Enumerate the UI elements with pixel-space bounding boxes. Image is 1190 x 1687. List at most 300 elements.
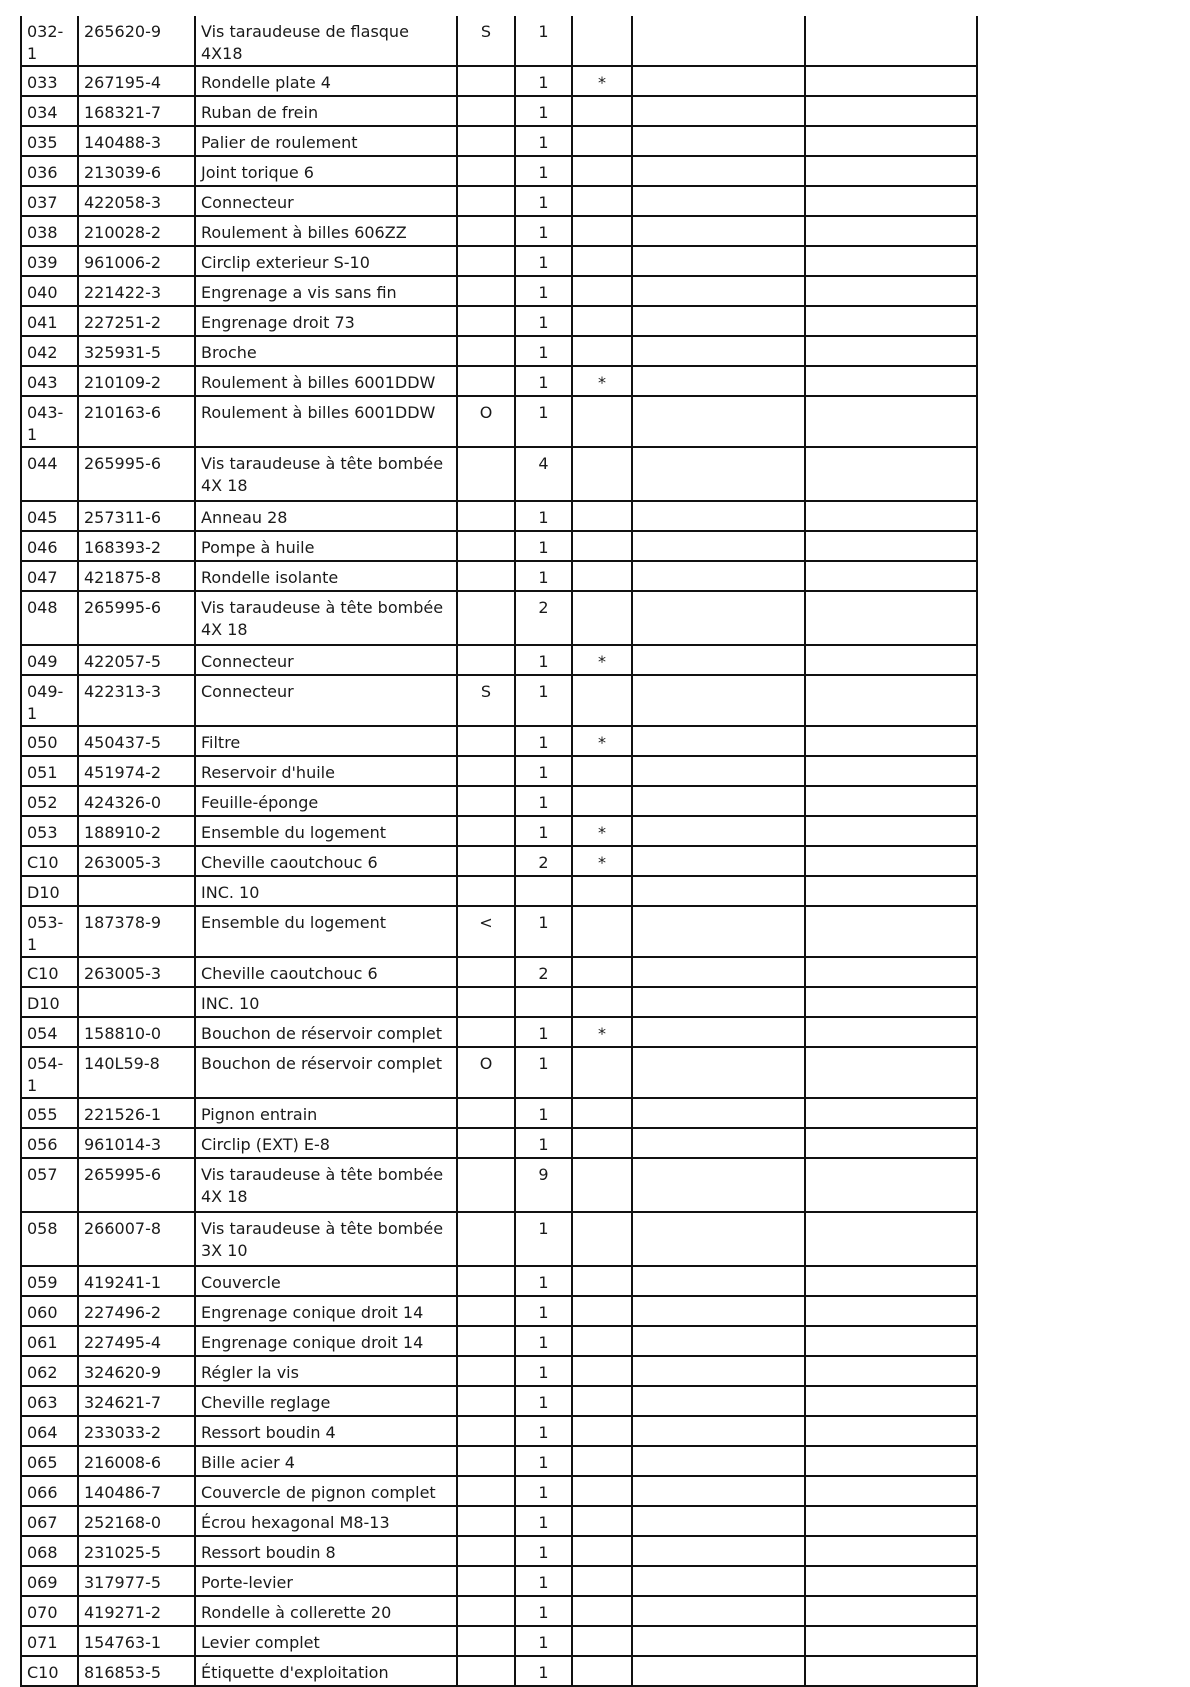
note-mark-cell: * <box>572 1017 632 1047</box>
description-cell: Anneau 28 <box>195 501 457 531</box>
code-cell <box>457 1566 515 1596</box>
part-number-cell: 187378-9 <box>78 906 195 957</box>
note-mark-cell <box>572 1098 632 1128</box>
table-row <box>21 96 977 126</box>
code-cell <box>457 846 515 876</box>
note-mark-cell <box>572 306 632 336</box>
blank-cell-1 <box>632 1356 805 1386</box>
quantity-cell: 1 <box>515 726 572 756</box>
code-cell <box>457 366 515 396</box>
code-cell <box>457 1476 515 1506</box>
item-number-cell: C10 <box>21 846 78 876</box>
blank-cell-2 <box>805 645 977 675</box>
blank-cell-1 <box>632 987 805 1017</box>
table-row <box>21 816 977 846</box>
blank-cell-2 <box>805 96 977 126</box>
part-number-cell: 961006-2 <box>78 246 195 276</box>
code-cell <box>457 1098 515 1128</box>
note-mark-cell: * <box>572 816 632 846</box>
description-cell: Filtre <box>195 726 457 756</box>
item-number-cell: 064 <box>21 1416 78 1446</box>
table-row <box>21 1506 977 1536</box>
quantity-cell: 1 <box>515 531 572 561</box>
item-number-cell: D10 <box>21 876 78 906</box>
blank-cell-2 <box>805 501 977 531</box>
blank-cell-2 <box>805 396 977 447</box>
blank-cell-2 <box>805 756 977 786</box>
code-cell <box>457 561 515 591</box>
description-cell: Roulement à billes 606ZZ <box>195 216 457 246</box>
blank-cell-2 <box>805 531 977 561</box>
blank-cell-2 <box>805 1098 977 1128</box>
item-number-cell: 053-1 <box>21 906 78 957</box>
blank-cell-1 <box>632 447 805 501</box>
part-number-cell: 227251-2 <box>78 306 195 336</box>
blank-cell-2 <box>805 1566 977 1596</box>
quantity-cell <box>515 987 572 1017</box>
code-cell <box>457 1212 515 1266</box>
table-row <box>21 1386 977 1416</box>
description-cell: INC. 10 <box>195 987 457 1017</box>
blank-cell-2 <box>805 336 977 366</box>
table-row <box>21 1296 977 1326</box>
part-number-cell <box>78 876 195 906</box>
table-row <box>21 216 977 246</box>
description-cell: Ressort boudin 8 <box>195 1536 457 1566</box>
description-cell: Bouchon de réservoir complet <box>195 1017 457 1047</box>
part-number-cell: 140L59-8 <box>78 1047 195 1098</box>
item-number-cell: 056 <box>21 1128 78 1158</box>
part-number-cell: 233033-2 <box>78 1416 195 1446</box>
blank-cell-1 <box>632 336 805 366</box>
table-row <box>21 1416 977 1446</box>
note-mark-cell <box>572 96 632 126</box>
quantity-cell: 1 <box>515 336 572 366</box>
blank-cell-1 <box>632 96 805 126</box>
blank-cell-1 <box>632 246 805 276</box>
blank-cell-1 <box>632 16 805 66</box>
table-row <box>21 591 977 645</box>
note-mark-cell <box>572 1047 632 1098</box>
code-cell <box>457 216 515 246</box>
code-cell <box>457 987 515 1017</box>
description-cell: Joint torique 6 <box>195 156 457 186</box>
description-cell: Rondelle plate 4 <box>195 66 457 96</box>
quantity-cell: 1 <box>515 306 572 336</box>
blank-cell-2 <box>805 1296 977 1326</box>
quantity-cell: 1 <box>515 216 572 246</box>
quantity-cell: 1 <box>515 1416 572 1446</box>
part-number-cell: 265995-6 <box>78 447 195 501</box>
description-cell: Engrenage droit 73 <box>195 306 457 336</box>
item-number-cell: 055 <box>21 1098 78 1128</box>
description-cell: Circlip exterieur S-10 <box>195 246 457 276</box>
item-number-cell: 047 <box>21 561 78 591</box>
quantity-cell: 1 <box>515 1098 572 1128</box>
table-row <box>21 1212 977 1266</box>
quantity-cell: 1 <box>515 906 572 957</box>
description-cell: Cheville reglage <box>195 1386 457 1416</box>
quantity-cell: 1 <box>515 1212 572 1266</box>
table-row <box>21 561 977 591</box>
item-number-cell: 049-1 <box>21 675 78 726</box>
quantity-cell: 1 <box>515 501 572 531</box>
quantity-cell: 1 <box>515 396 572 447</box>
code-cell <box>457 786 515 816</box>
note-mark-cell <box>572 987 632 1017</box>
code-cell <box>457 1158 515 1212</box>
blank-cell-2 <box>805 1596 977 1626</box>
blank-cell-2 <box>805 306 977 336</box>
description-cell: Vis taraudeuse à tête bombée 4X 18 <box>195 447 457 501</box>
item-number-cell: 052 <box>21 786 78 816</box>
parts-table-body <box>21 16 977 1686</box>
blank-cell-2 <box>805 16 977 66</box>
description-cell: Bouchon de réservoir complet <box>195 1047 457 1098</box>
part-number-cell: 419271-2 <box>78 1596 195 1626</box>
quantity-cell: 1 <box>515 156 572 186</box>
table-row <box>21 1536 977 1566</box>
blank-cell-2 <box>805 1212 977 1266</box>
table-row <box>21 156 977 186</box>
item-number-cell: 068 <box>21 1536 78 1566</box>
item-number-cell: 053 <box>21 816 78 846</box>
item-number-cell: 051 <box>21 756 78 786</box>
code-cell <box>457 126 515 156</box>
blank-cell-2 <box>805 156 977 186</box>
part-number-cell: 210109-2 <box>78 366 195 396</box>
quantity-cell: 1 <box>515 816 572 846</box>
part-number-cell: 263005-3 <box>78 846 195 876</box>
description-cell: Circlip (EXT) E-8 <box>195 1128 457 1158</box>
description-cell: Connecteur <box>195 675 457 726</box>
quantity-cell: 1 <box>515 1446 572 1476</box>
description-cell: Vis taraudeuse à tête bombée 4X 18 <box>195 591 457 645</box>
part-number-cell: 267195-4 <box>78 66 195 96</box>
blank-cell-1 <box>632 816 805 846</box>
blank-cell-1 <box>632 1326 805 1356</box>
blank-cell-1 <box>632 1266 805 1296</box>
part-number-cell: 324620-9 <box>78 1356 195 1386</box>
note-mark-cell <box>572 906 632 957</box>
quantity-cell: 1 <box>515 1017 572 1047</box>
part-number-cell: 231025-5 <box>78 1536 195 1566</box>
blank-cell-1 <box>632 1476 805 1506</box>
blank-cell-2 <box>805 246 977 276</box>
note-mark-cell <box>572 276 632 306</box>
blank-cell-1 <box>632 726 805 756</box>
quantity-cell: 9 <box>515 1158 572 1212</box>
description-cell: Écrou hexagonal M8-13 <box>195 1506 457 1536</box>
code-cell <box>457 1626 515 1656</box>
blank-cell-1 <box>632 186 805 216</box>
item-number-cell: 058 <box>21 1212 78 1266</box>
part-number-cell: 168393-2 <box>78 531 195 561</box>
table-row <box>21 1656 977 1686</box>
quantity-cell: 1 <box>515 1566 572 1596</box>
description-cell: Reservoir d'huile <box>195 756 457 786</box>
blank-cell-2 <box>805 447 977 501</box>
blank-cell-2 <box>805 987 977 1017</box>
item-number-cell: 043 <box>21 366 78 396</box>
blank-cell-1 <box>632 1446 805 1476</box>
blank-cell-1 <box>632 1098 805 1128</box>
part-number-cell: 317977-5 <box>78 1566 195 1596</box>
blank-cell-2 <box>805 786 977 816</box>
description-cell: Roulement à billes 6001DDW <box>195 396 457 447</box>
item-number-cell: 041 <box>21 306 78 336</box>
quantity-cell: 1 <box>515 1047 572 1098</box>
code-cell: < <box>457 906 515 957</box>
description-cell: Porte-levier <box>195 1566 457 1596</box>
blank-cell-1 <box>632 1017 805 1047</box>
description-cell: Couvercle <box>195 1266 457 1296</box>
code-cell <box>457 1446 515 1476</box>
blank-cell-1 <box>632 906 805 957</box>
blank-cell-2 <box>805 216 977 246</box>
blank-cell-2 <box>805 906 977 957</box>
quantity-cell: 1 <box>515 786 572 816</box>
quantity-cell: 1 <box>515 186 572 216</box>
blank-cell-2 <box>805 126 977 156</box>
description-cell: Rondelle isolante <box>195 561 457 591</box>
table-row <box>21 501 977 531</box>
code-cell <box>457 1356 515 1386</box>
code-cell <box>457 726 515 756</box>
blank-cell-2 <box>805 1656 977 1686</box>
note-mark-cell <box>572 1266 632 1296</box>
table-row <box>21 786 977 816</box>
table-row <box>21 276 977 306</box>
table-row <box>21 531 977 561</box>
item-number-cell: 042 <box>21 336 78 366</box>
note-mark-cell <box>572 1356 632 1386</box>
note-mark-cell: * <box>572 645 632 675</box>
note-mark-cell <box>572 1386 632 1416</box>
code-cell <box>457 306 515 336</box>
table-row <box>21 1356 977 1386</box>
note-mark-cell <box>572 1596 632 1626</box>
description-cell: Couvercle de pignon complet <box>195 1476 457 1506</box>
description-cell: Rondelle à collerette 20 <box>195 1596 457 1626</box>
blank-cell-1 <box>632 675 805 726</box>
quantity-cell: 1 <box>515 1266 572 1296</box>
description-cell: Ensemble du logement <box>195 816 457 846</box>
quantity-cell: 1 <box>515 1128 572 1158</box>
note-mark-cell <box>572 1158 632 1212</box>
table-row <box>21 1446 977 1476</box>
code-cell <box>457 1386 515 1416</box>
part-number-cell: 140488-3 <box>78 126 195 156</box>
blank-cell-2 <box>805 561 977 591</box>
note-mark-cell <box>572 591 632 645</box>
note-mark-cell <box>572 756 632 786</box>
part-number-cell: 210163-6 <box>78 396 195 447</box>
item-number-cell: 043-1 <box>21 396 78 447</box>
code-cell: S <box>457 16 515 66</box>
blank-cell-1 <box>632 1047 805 1098</box>
table-row <box>21 1047 977 1098</box>
table-row <box>21 1158 977 1212</box>
description-cell: INC. 10 <box>195 876 457 906</box>
quantity-cell <box>515 876 572 906</box>
description-cell: Engrenage conique droit 14 <box>195 1296 457 1326</box>
part-number-cell: 188910-2 <box>78 816 195 846</box>
table-row <box>21 1326 977 1356</box>
quantity-cell: 1 <box>515 561 572 591</box>
quantity-cell: 1 <box>515 645 572 675</box>
table-row <box>21 675 977 726</box>
table-row <box>21 1128 977 1158</box>
blank-cell-1 <box>632 591 805 645</box>
note-mark-cell: * <box>572 726 632 756</box>
note-mark-cell <box>572 786 632 816</box>
description-cell: Engrenage a vis sans fin <box>195 276 457 306</box>
item-number-cell: 038 <box>21 216 78 246</box>
blank-cell-2 <box>805 186 977 216</box>
code-cell <box>457 1596 515 1626</box>
quantity-cell: 1 <box>515 246 572 276</box>
note-mark-cell <box>572 1446 632 1476</box>
item-number-cell: 060 <box>21 1296 78 1326</box>
part-number-cell: 265995-6 <box>78 591 195 645</box>
item-number-cell: 035 <box>21 126 78 156</box>
description-cell: Vis taraudeuse à tête bombée 4X 18 <box>195 1158 457 1212</box>
description-cell: Feuille-éponge <box>195 786 457 816</box>
parts-table <box>20 16 978 1687</box>
code-cell <box>457 96 515 126</box>
quantity-cell: 1 <box>515 126 572 156</box>
quantity-cell: 1 <box>515 1356 572 1386</box>
quantity-cell: 1 <box>515 1626 572 1656</box>
blank-cell-1 <box>632 1626 805 1656</box>
part-number-cell: 961014-3 <box>78 1128 195 1158</box>
table-row <box>21 876 977 906</box>
description-cell: Cheville caoutchouc 6 <box>195 846 457 876</box>
note-mark-cell <box>572 1476 632 1506</box>
item-number-cell: D10 <box>21 987 78 1017</box>
item-number-cell: 071 <box>21 1626 78 1656</box>
table-row <box>21 846 977 876</box>
blank-cell-2 <box>805 846 977 876</box>
description-cell: Ressort boudin 4 <box>195 1416 457 1446</box>
blank-cell-1 <box>632 396 805 447</box>
description-cell: Broche <box>195 336 457 366</box>
code-cell <box>457 591 515 645</box>
blank-cell-2 <box>805 675 977 726</box>
quantity-cell: 1 <box>515 1506 572 1536</box>
note-mark-cell: * <box>572 66 632 96</box>
code-cell <box>457 1296 515 1326</box>
item-number-cell: C10 <box>21 957 78 987</box>
blank-cell-1 <box>632 1416 805 1446</box>
table-row <box>21 186 977 216</box>
blank-cell-1 <box>632 1596 805 1626</box>
code-cell <box>457 756 515 786</box>
quantity-cell: 1 <box>515 1296 572 1326</box>
part-number-cell: 216008-6 <box>78 1446 195 1476</box>
description-cell: Pignon entrain <box>195 1098 457 1128</box>
blank-cell-2 <box>805 816 977 846</box>
table-row <box>21 366 977 396</box>
code-cell <box>457 957 515 987</box>
blank-cell-1 <box>632 306 805 336</box>
blank-cell-2 <box>805 1506 977 1536</box>
description-cell: Cheville caoutchouc 6 <box>195 957 457 987</box>
note-mark-cell <box>572 396 632 447</box>
part-number-cell: 227495-4 <box>78 1326 195 1356</box>
quantity-cell: 1 <box>515 1656 572 1686</box>
part-number-cell: 450437-5 <box>78 726 195 756</box>
blank-cell-2 <box>805 1356 977 1386</box>
blank-cell-2 <box>805 1047 977 1098</box>
part-number-cell: 451974-2 <box>78 756 195 786</box>
part-number-cell: 154763-1 <box>78 1626 195 1656</box>
note-mark-cell <box>572 531 632 561</box>
code-cell <box>457 66 515 96</box>
quantity-cell: 1 <box>515 1326 572 1356</box>
blank-cell-2 <box>805 1266 977 1296</box>
quantity-cell: 1 <box>515 366 572 396</box>
item-number-cell: 044 <box>21 447 78 501</box>
blank-cell-1 <box>632 786 805 816</box>
part-number-cell: 266007-8 <box>78 1212 195 1266</box>
code-cell <box>457 1506 515 1536</box>
part-number-cell: 422057-5 <box>78 645 195 675</box>
part-number-cell: 421875-8 <box>78 561 195 591</box>
blank-cell-2 <box>805 1128 977 1158</box>
code-cell <box>457 447 515 501</box>
code-cell <box>457 1128 515 1158</box>
description-cell: Ruban de frein <box>195 96 457 126</box>
note-mark-cell <box>572 186 632 216</box>
description-cell: Levier complet <box>195 1626 457 1656</box>
item-number-cell: 040 <box>21 276 78 306</box>
quantity-cell: 1 <box>515 756 572 786</box>
item-number-cell: 034 <box>21 96 78 126</box>
blank-cell-1 <box>632 276 805 306</box>
note-mark-cell <box>572 1656 632 1686</box>
description-cell: Engrenage conique droit 14 <box>195 1326 457 1356</box>
item-number-cell: 045 <box>21 501 78 531</box>
note-mark-cell <box>572 447 632 501</box>
code-cell <box>457 336 515 366</box>
description-cell: Ensemble du logement <box>195 906 457 957</box>
blank-cell-1 <box>632 1506 805 1536</box>
blank-cell-1 <box>632 1536 805 1566</box>
part-number-cell: 221422-3 <box>78 276 195 306</box>
blank-cell-2 <box>805 876 977 906</box>
item-number-cell: 032-1 <box>21 16 78 66</box>
note-mark-cell <box>572 1128 632 1158</box>
note-mark-cell <box>572 1326 632 1356</box>
quantity-cell: 1 <box>515 1386 572 1416</box>
note-mark-cell <box>572 1626 632 1656</box>
table-row <box>21 1266 977 1296</box>
item-number-cell: 036 <box>21 156 78 186</box>
quantity-cell: 1 <box>515 66 572 96</box>
quantity-cell: 2 <box>515 957 572 987</box>
blank-cell-1 <box>632 846 805 876</box>
note-mark-cell <box>572 156 632 186</box>
blank-cell-2 <box>805 726 977 756</box>
table-row <box>21 756 977 786</box>
quantity-cell: 1 <box>515 1476 572 1506</box>
code-cell <box>457 1326 515 1356</box>
table-row <box>21 66 977 96</box>
note-mark-cell <box>572 1296 632 1326</box>
note-mark-cell <box>572 1416 632 1446</box>
